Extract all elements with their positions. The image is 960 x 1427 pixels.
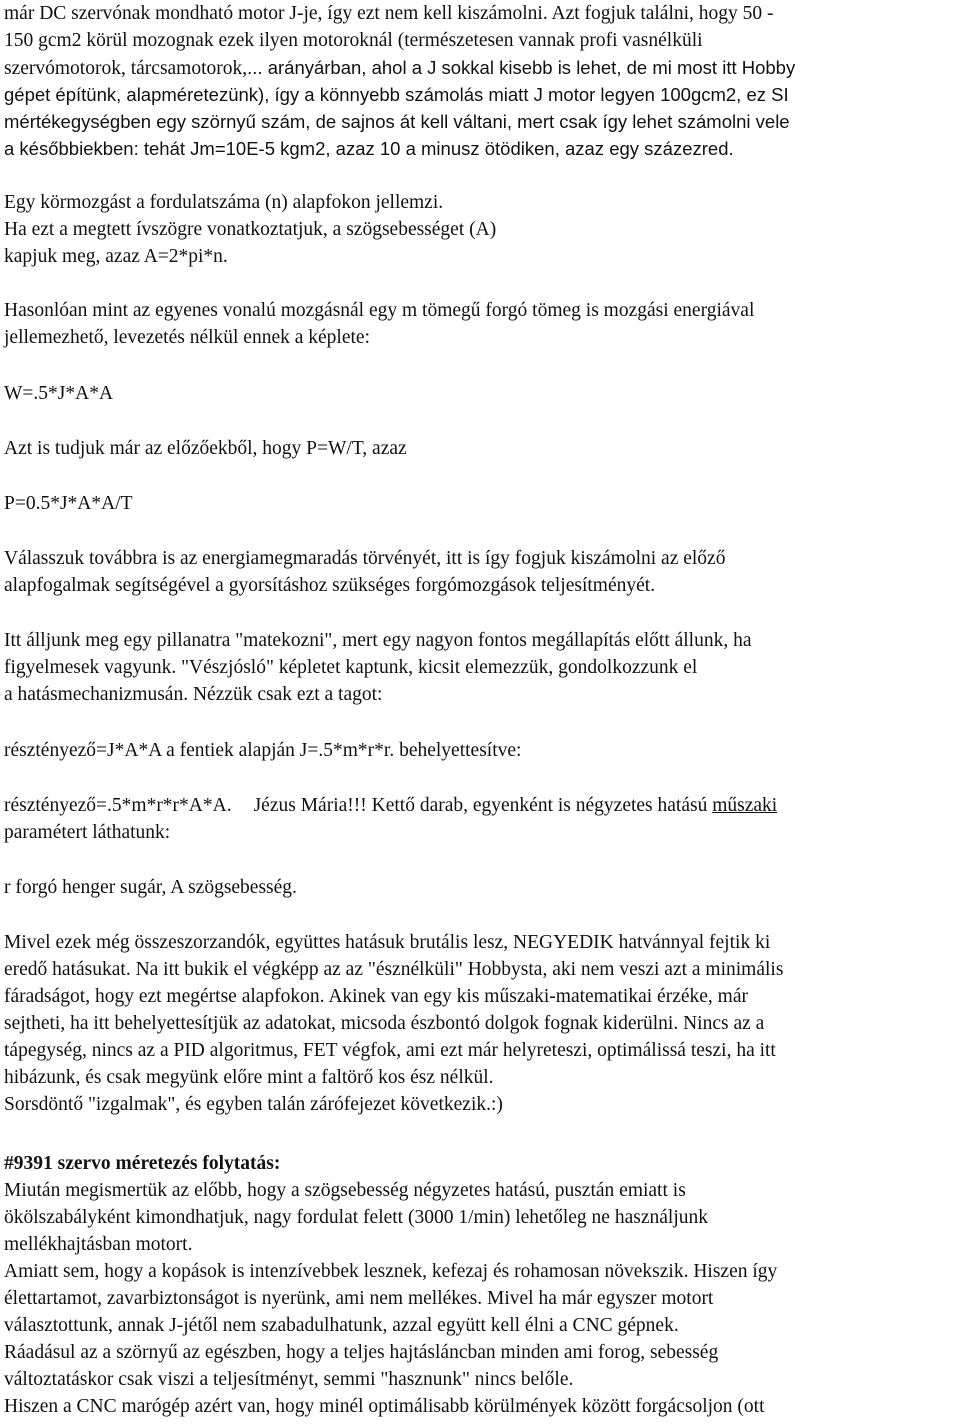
text-line: figyelmesek vagyunk. "Vészjósló" képletet kaptunk, kicsit elemezzük, gondolkozzunk el [4, 657, 698, 678]
text-line: gépet építünk, alapméretezünk), így a könnyebb számolás miatt J motor legyen 100gcm2, ez SI [4, 84, 789, 105]
text-line: 150 gcm2 körül mozognak ezek ilyen motoroknál (természetesen vannak profi vasnélküli [4, 30, 703, 51]
text-line: paramétert láthatunk: [4, 822, 171, 843]
text-line: tápegység, nincs az a PID algoritmus, FET végfok, ami ezt már helyreteszi, optimálissá teszi, ha itt [4, 1040, 776, 1061]
text-line [4, 792, 777, 819]
text-line: Egy körmozgást a fordulatszáma (n) alapfokon jellemzi. [4, 192, 444, 213]
formula: W=.5*J*A*A [4, 383, 114, 404]
text-fragment: szervómotorok, tárcsamotorok, [4, 58, 248, 79]
text-line: hibázunk, és csak megyünk előre mint a faltörő kos ész nélkül. [4, 1067, 494, 1088]
text-line: mértékegységben egy szörnyű szám, de sajnos át kell váltani, mert csak így lehet számolni vele [4, 111, 790, 132]
text-line: sejtheti, ha itt behelyettesítjük az adatokat, micsoda észbontó dolgok fognak kiderülni. Nincs az a [4, 1013, 765, 1034]
section-heading: #9391 szervo méretezés folytatás: [4, 1153, 281, 1174]
text-fragment: ... arányárban, ahol a J sokkal kisebb is lehet, de mi most itt Hobby [247, 57, 796, 78]
text-line: fáradságot, hogy ezt megértse alapfokon. Akinek van egy kis műszaki-matematikai érzéke, már [4, 986, 748, 1007]
text-line: jellemezhető, levezetés nélkül ennek a képlete: [4, 327, 370, 348]
text-line: kapjuk meg, azaz A=2*pi*n. [4, 246, 228, 267]
text-fragment: Jézus Mária!!! Kettő darab, egyenként is négyzetes hatású [253, 795, 708, 816]
text-fragment: műszaki [712, 795, 778, 816]
text-line [4, 54, 795, 82]
text-line: alapfogalmak segítségével a gyorsításhoz szükséges forgómozgások teljesítményét. [4, 575, 656, 596]
text-line: a hatásmechanizmusán. Nézzük csak ezt a tagot: [4, 684, 383, 705]
text-line: a későbbiekben: tehát Jm=10E-5 kgm2, azaz 10 a minusz ötödiken, azaz egy százezred. [4, 138, 734, 159]
text-line: résztényező=J*A*A a fentiek alapján J=.5*m*r*r. behelyettesítve: [4, 740, 522, 761]
text-line: változtatáskor csak viszi a teljesítményt, semmi "hasznunk" nincs belőle. [4, 1369, 574, 1390]
text-line: ökölszabályként kimondhatjuk, nagy fordulat felett (3000 1/min) lehetőleg ne használjunk [4, 1207, 708, 1228]
formula: résztényező=.5*m*r*r*A*A. [4, 795, 232, 816]
text-line: Hasonlóan mint az egyenes vonalú mozgásnál egy m tömegű forgó tömeg is mozgási energiával [4, 300, 755, 321]
text-line: Ha ezt a megtett ívszögre vonatkoztatjuk, a szögsebességet (A) [4, 219, 497, 240]
text-line: Amiatt sem, hogy a kopások is intenzívebbek lesznek, kefezaj és rohamosan növekszik. Hiszen így [4, 1261, 778, 1282]
text-line: Ráadásul az a szörnyű az egészben, hogy a teljes hajtásláncban minden ami forog, sebesség [4, 1342, 719, 1363]
text-line: r forgó henger sugár, A szögsebesség. [4, 877, 297, 898]
text-line: Azt is tudjuk már az előzőekből, hogy P=W/T, azaz [4, 438, 407, 459]
formula: P=0.5*J*A*A/T [4, 493, 133, 514]
text-line: Itt álljunk meg egy pillanatra "matekozni", mert egy nagyon fontos megállapítás előtt állunk, ha [4, 630, 752, 651]
text-line: Sorsdöntő "izgalmak", és egyben talán zárófejezet következik.:) [4, 1094, 503, 1115]
text-line: mellékhajtásban motort. [4, 1234, 193, 1255]
text-line: már DC szervónak mondható motor J-je, így ezt nem kell kiszámolni. Azt fogjuk találni, hogy 50 - [4, 3, 774, 24]
text-line: választottunk, annak J-jétől nem szabadulhatunk, azzal együtt kell élni a CNC gépnek. [4, 1315, 679, 1336]
text-line: eredő hatásukat. Na itt bukik el végképp az az "észnélküli" Hobbysta, aki nem veszi azt a minimális [4, 959, 784, 980]
text-line: Hiszen a CNC marógép azért van, hogy minél optimálisabb körülmények között forgácsoljon (ott [4, 1396, 765, 1417]
text-line: élettartamot, zavarbiztonságot is nyerünk, ami nem mellékes. Mivel ha már egyszer motort [4, 1288, 714, 1309]
text-line: Mivel ezek még összeszorzandók, együttes hatásuk brutális lesz, NEGYEDIK hatvánnyal fejtik ki [4, 932, 771, 953]
text-line: Válasszuk továbbra is az energiamegmaradás törvényét, itt is így fogjuk kiszámolni az előző [4, 548, 726, 569]
text-line: Miután megismertük az előbb, hogy a szögsebesség négyzetes hatású, pusztán emiatt is [4, 1180, 686, 1201]
